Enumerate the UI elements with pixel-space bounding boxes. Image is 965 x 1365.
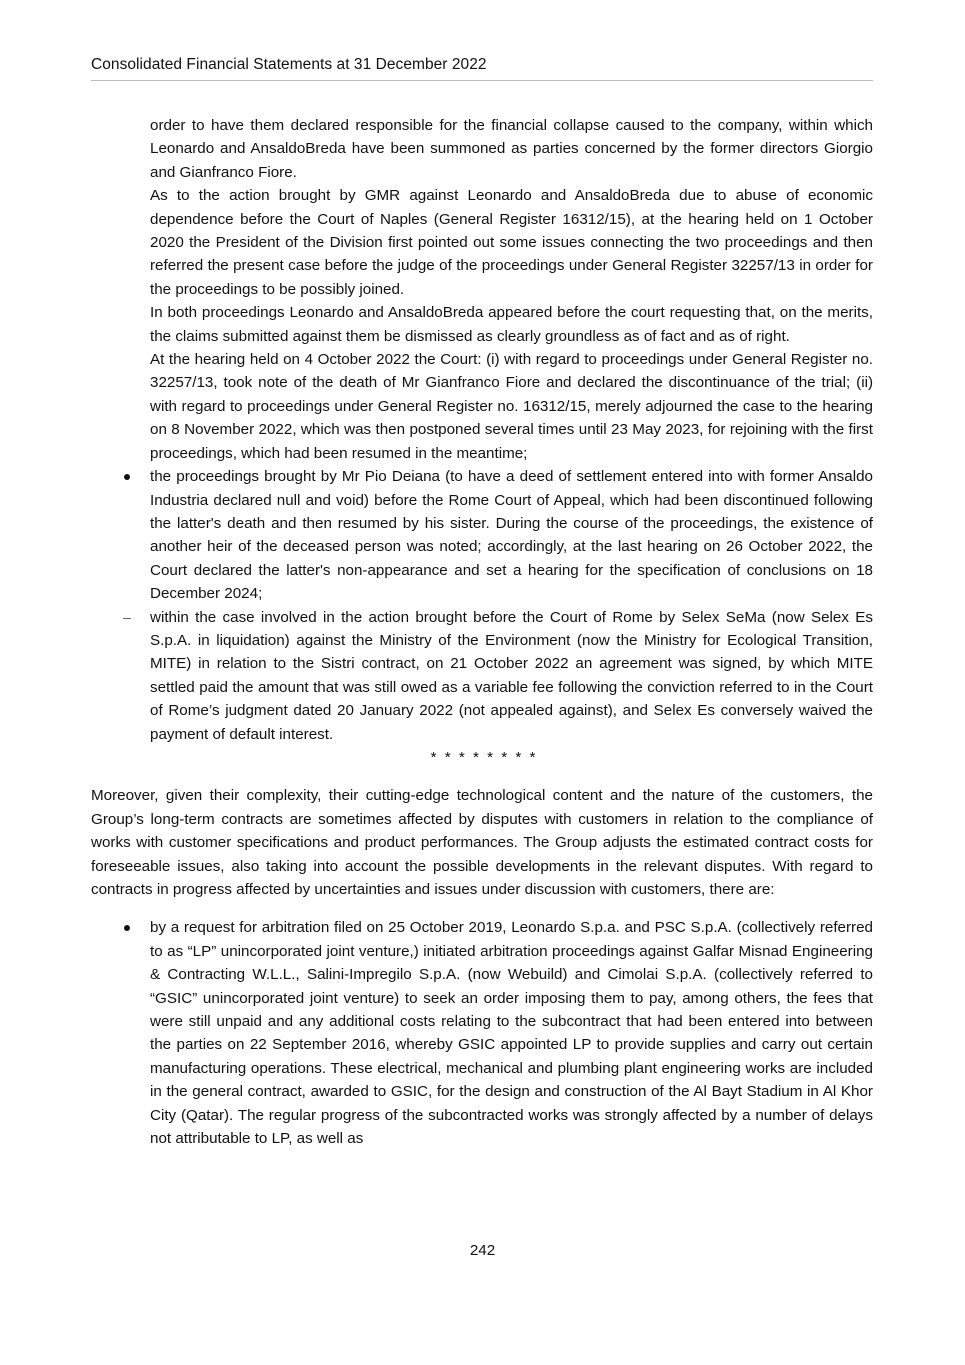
page-header xyxy=(91,56,873,81)
list-item-text: the proceedings brought by Mr Pio Deiana (to have a deed of settlement entered into with former Ansaldo Industria declared null and void) before the Rome Court of Appeal, which had been discontinued following the latter's death and then resumed by his sister. During the course of the proceedings, the existence of another heir of the deceased person was noted; accordingly, at the last hearing on 26 October 2022, the Court declared the latter's non-appearance and set a hearing for the specification of conclusions on 18 December 2024; xyxy=(150,468,873,603)
body-paragraph: order to have them declared responsible for the financial collapse caused to the company, within which Leonardo and AnsaldoBreda have been summoned as parties concerned by the former directors Giorgio and Gianfranco Fiore. xyxy=(150,117,873,181)
body-paragraph: As to the action brought by GMR against Leonardo and AnsaldoBreda due to abuse of economic dependence before the Court of Naples (General Register 16312/15), at the hearing held on 1 October 2020 the President of the Division first pointed out some issues connecting the two proceedings and then referred the present case before the judge of the proceedings under General Register 32257/13 in order for the proceedings to be possibly joined. xyxy=(150,187,873,298)
body-paragraph: Moreover, given their complexity, their cutting-edge technological content and the nature of the customers, the Group’s long-term contracts are sometimes affected by disputes with customers in relation to the compliance of works with customer specifications and product performances. The Group adjusts the estimated contract costs for foreseeable issues, also taking into account the possible developments in the relevant disputes. With regard to contracts in progress affected by uncertainties and issues under discussion with customers, there are: xyxy=(91,787,873,898)
bullet-icon xyxy=(120,465,134,480)
body-paragraph: In both proceedings Leonardo and AnsaldoBreda appeared before the court requesting that, on the merits, the claims submitted against them be dismissed as clearly groundless as of fact and as of right. xyxy=(150,304,873,345)
list-item-text: within the case involved in the action brought before the Court of Rome by Selex SeMa (now Selex Es S.p.A. in liquidation) against the Ministry of the Environment (now the Ministry for Ecological Transition, MITE) in relation to the Sistri contract, on 21 October 2022 an agreement was signed, by which MITE settled paid the amount that was still owed as a variable fee following the conviction referred to in the Court of Rome’s judgment dated 20 January 2022 (not appealed against), and Selex Es conversely waived the payment of default interest. xyxy=(150,608,873,743)
list-item xyxy=(150,916,873,1150)
bullet-icon xyxy=(120,916,134,931)
list-item xyxy=(150,465,873,605)
page-body xyxy=(91,114,873,1150)
continued-section xyxy=(150,114,873,465)
document-title: Consolidated Financial Statements at 31 December 2022 xyxy=(91,56,487,73)
dash-marker: – xyxy=(123,608,131,625)
section-separator: * * * * * * * * xyxy=(430,748,538,766)
page-number: 242 xyxy=(469,1242,496,1259)
body-paragraph: At the hearing held on 4 October 2022 the Court: (i) with regard to proceedings under General Register no. 32257/13, took note of the death of Mr Gianfranco Fiore and declared the discontinuance of the trial; (ii) with regard to proceedings under General Register no. 16312/15, merely adjourned the case to the hearing on 8 November 2022, which was then postponed several times until 23 May 2023, for rejoining with the first proceedings, which had been resumed in the meantime; xyxy=(150,351,873,462)
list-item-text: by a request for arbitration filed on 25 October 2019, Leonardo S.p.a. and PSC S.p.A. (collectively referred to as “LP” unincorporated joint venture,) initiated arbitration proceedings against Galfar Misnad Engineering & Contracting W.L.L., Salini-Impregilo S.p.A. (now Webuild) and Cimolai S.p.A. (collectively referred to “GSIC” unincorporated joint venture) to seek an order imposing them to pay, among others, the fees that were still unpaid and any additional costs relating to the subcontract that had been entered into between the parties on 22 September 2016, whereby GSIC appointed LP to provide supplies and carry out certain manufacturing operations. These electrical, mechanical and plumbing plant engineering works are included in the general contract, awarded to GSIC, for the design and construction of the Al Bayt Stadium in Al Khor City (Qatar). The regular progress of the subcontracted works was strongly affected by a number of delays not attributable to LP, as well as xyxy=(150,919,873,1148)
list-item xyxy=(123,606,873,746)
